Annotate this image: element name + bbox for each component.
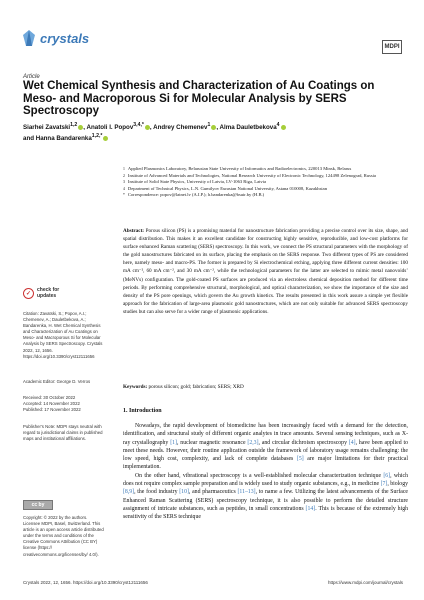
paragraph: On the other hand, vibrational spectroscopy is a well-established molecular characterization technique [6], which does not require complex sample preparation and is widely used to study organic substances, e.g., in medicine [7], biology [8,9], the food industry [10], and pharmaceutics [11–13], to name a few. Utilizing the latest advancements of the Surface Enhanced Raman Scattering (SERS) spectroscopy technique, it is also possible to perform the detailed structure assignment of intricate substances, such as peptides, in small concentrations [14]. This is because of the extremely high sensitivity of the SERS technique [123, 472, 408, 521]
orcid-icon[interactable] [103, 136, 108, 141]
section-heading: 1. Introduction [123, 408, 162, 414]
correspondence: * Correspondence: popov@latnet.lv (A.I.P.); h.bandarenka@bsuir.by (H.B.) [123, 192, 265, 197]
citation-link[interactable]: [6] [383, 472, 391, 479]
publisher-note: Publisher's Note: MDPI stays neutral with regard to jurisdictional claims in published maps and institutional affiliations. [23, 424, 103, 442]
citation-link[interactable]: [2,3] [247, 439, 259, 446]
publisher-logo: MDPI [382, 40, 402, 54]
citation-link[interactable]: [11–13] [237, 489, 256, 496]
citation-link[interactable]: [1] [170, 439, 177, 446]
author[interactable]: Andrey Chemenev$^1$ [153, 122, 211, 132]
paper-title: Wet Chemical Synthesis and Characterization of Au Coatings on Meso- and Macroporous Si for Molecular Analysis by SERS Spectroscopy [23, 80, 375, 117]
journal-logo [22, 30, 89, 46]
copyright-notice: Copyright: © 2022 by the authors. Licensee MDPI, Basel, Switzerland. This article is an open access article distributed under the terms and conditions of the Creative Commons Attribution (CC BY) license (https:// creativecommons.org/licenses/by/ 4.0/). [23, 515, 104, 557]
check-updates-icon: ✓ [23, 288, 34, 299]
section-body [123, 422, 408, 522]
orcid-icon[interactable] [281, 125, 286, 130]
academic-editor: Academic Editor: George D. Verros [23, 379, 91, 384]
footer-citation: Crystals 2022, 12, 1656. https://doi.org/10.3390/cryst12111656 [23, 580, 148, 585]
crystal-icon [22, 30, 36, 46]
citation-link[interactable]: [8,9] [123, 489, 135, 496]
keywords-label: Keywords: [123, 384, 148, 390]
journal-name: crystals [40, 30, 90, 46]
affiliation: 1 Applied Plasmonics Laboratory, Belarusian State University of Informatics and Radioelectronics, 220013 Minsk, Belarus [123, 166, 352, 171]
author[interactable]: Anatoli I. Popov$^{3,4,*}$ [86, 122, 144, 132]
author[interactable]: Alma Dauletbekova$^4$ [219, 122, 280, 132]
keywords-text: porous silicon; gold; fabrication; SERS; XRD [148, 384, 244, 390]
citation-link[interactable]: [14] [305, 505, 316, 512]
paragraph: Nowadays, the rapid development of biomedicine has been increasingly faced with a demand for the detection, identification, and structural study of different organic analytes in trace amounts. Several sensing techniques, such as X-ray crystallography [1], nuclear magnetic resonance [2,3], and circular dichroism spectroscopy [4], have been applied to meet these needs. However, their routine application outside the framework of laboratory usage remains challenging: the low speed, high cost, complexity, and lack of complete databases [5] are major limitations for their practical implementation. [123, 423, 409, 471]
citation-link[interactable]: [7] [380, 481, 388, 488]
affiliation: 2 Institute of Advanced Materials and Technologies, National Research University of Electronic Technology, 124498 Zelenograd, Russia [123, 172, 376, 178]
affiliation: 3 Institute of Solid State Physics, University of Latvia, LV-1063 Riga, Latvia [123, 179, 267, 184]
dates: Received: 30 October 2022 Accepted: 14 November 2022 Published: 17 November 2022 [23, 395, 81, 413]
abstract [123, 227, 408, 316]
keywords [123, 384, 408, 391]
citation-link[interactable]: [5] [296, 456, 304, 463]
journal-url-link[interactable]: https://www.mdpi.com/journal/crystals [327, 580, 403, 585]
check-for-updates-button[interactable]: ✓ check for updates [23, 288, 59, 299]
page-footer [23, 580, 403, 585]
affiliations [123, 166, 408, 199]
citation-link[interactable]: [4] [348, 439, 356, 446]
orcid-icon[interactable] [78, 125, 83, 130]
author[interactable]: Siarhei Zavatski$^{1,2}$ [23, 122, 78, 132]
affiliation: 4 Department of Technical Physics, L.N. Gumilyov Eurasian National University, Astana 010008, Kazakhstan [123, 185, 327, 191]
citation-link[interactable]: [10] [179, 489, 189, 496]
cc-by-license-icon[interactable]: cc by [23, 500, 53, 510]
orcid-icon[interactable] [145, 125, 150, 130]
author-list: Siarhei Zavatski$^{1,2}$ , Anatoli I. Popov$^{3,4,*}$ , Andrey Chemenev$^1$ , Alma Dauletbekova$^4$ and Hanna Bandarenka$^{1,2,*}$ [23, 121, 403, 143]
abstract-text: Porous silicon (PS) is a promising material for nanostructure fabrication providing a precise control over its size, shape, and spatial distribution. This makes it an excellent candidate for constructing highly sensitive, reproducible, and low-cost platforms for surface enhanced Raman scattering (SERS) spectroscopy. In this work, we connect the PS structural parameters with the morphology of the gold nanostructures fabricated on its surface, placing the emphasis on the SERS response. Two different types of PS are considered here, namely meso- and macro-PS. The former is prepared by Si electrochemical etching, applying three different current densities: 100 mA cm⁻², 60 mA cm⁻², and 30 mA cm⁻², while the technological parameters for the latter are selected to mimic metal nanovoids’ (MeNVs) configuration. The gold-coated PS surfaces are produced via an electroless chemical deposition method for different time periods. By performing comprehensive structural, morphological, and optical characterization, we show the importance of the size and density of the PS pore openings, which govern the Au growth kinetics. The results presented in this work assure a simple yet flexible approach for the fabrication of large-area plasmonic gold nanostructures, which are not only suitable for advanced SERS spectroscopy studies but can also serve for a wider range of plasmonic applications. [123, 228, 409, 315]
author[interactable]: Hanna Bandarenka$^{1,2,*}$ [35, 133, 103, 143]
orcid-icon[interactable] [211, 125, 216, 130]
abstract-label: Abstract: [123, 228, 145, 234]
citation-block: Citation: Zavatski, S.; Popov, A.I.; Chemenev, A.; Dauletbekova, A.; Bandarenka, H. Wet Chemical Synthesis and Characterization of Au Coatings on Meso- and Macroporous Si for Molecular Analysis by SERS Spectroscopy. Crystals 2022, 12, 1656. https://doi.org/10.3390/cryst12111656 [23, 311, 103, 359]
article-type: Article [23, 74, 40, 80]
